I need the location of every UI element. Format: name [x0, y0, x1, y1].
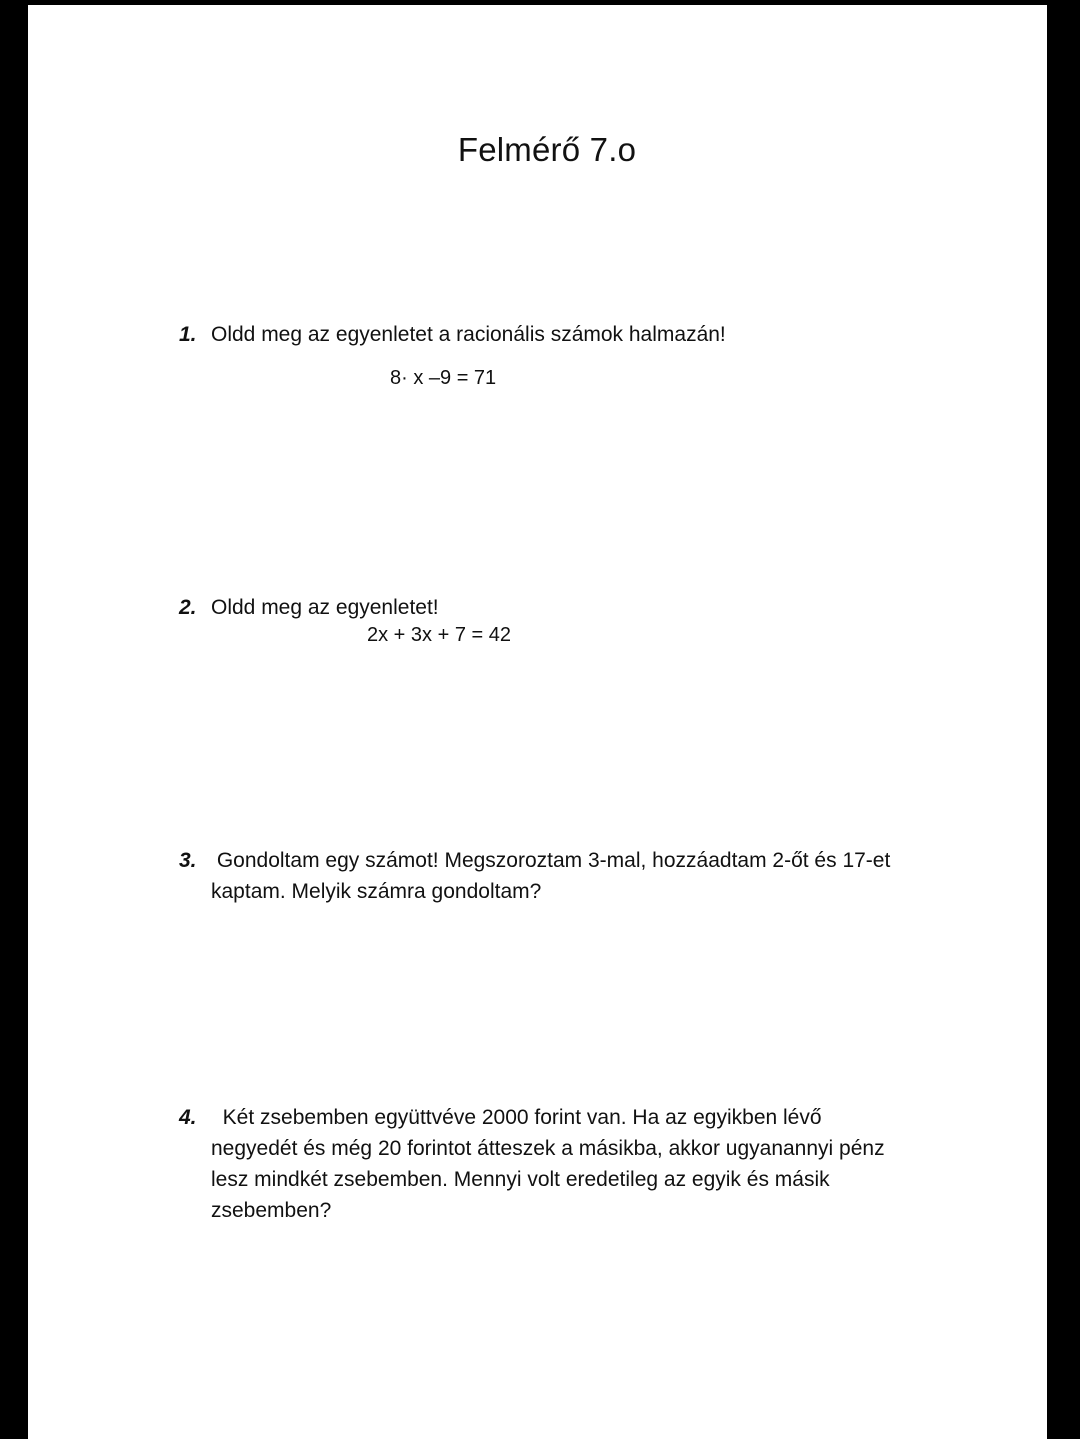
task-text-line: kaptam. Melyik számra gondoltam? [211, 880, 542, 903]
task-text: Oldd meg az egyenletet a racionális számok halmazán! [211, 323, 726, 346]
task-text: Oldd meg az egyenletet! [211, 596, 439, 619]
task-text-line: negyedét és még 20 forintot átteszek a másikba, akkor ugyanannyi pénz [211, 1137, 885, 1160]
task-number: 4. [179, 1106, 197, 1129]
task-number: 1. [179, 323, 197, 346]
task-text-line: lesz mindkét zsebemben. Mennyi volt eredetileg az egyik és másik [211, 1168, 830, 1191]
task-number: 2. [179, 596, 197, 619]
task-1-equation: 8· x –9 = 71 [390, 367, 497, 389]
task-2-equation: 2x + 3x + 7 = 42 [367, 624, 511, 646]
page-title: Felmérő 7.o [457, 131, 637, 168]
task-text-line: Két zsebemben együttvéve 2000 forint van. Ha az egyikben lévő [211, 1106, 822, 1129]
task-number: 3. [179, 849, 197, 872]
task-text-line: zsebemben? [211, 1199, 332, 1222]
task-text-line: Gondoltam egy számot! Megszoroztam 3-mal, hozzáadtam 2-őt és 17-et [211, 849, 891, 872]
document-page [28, 5, 1047, 1439]
